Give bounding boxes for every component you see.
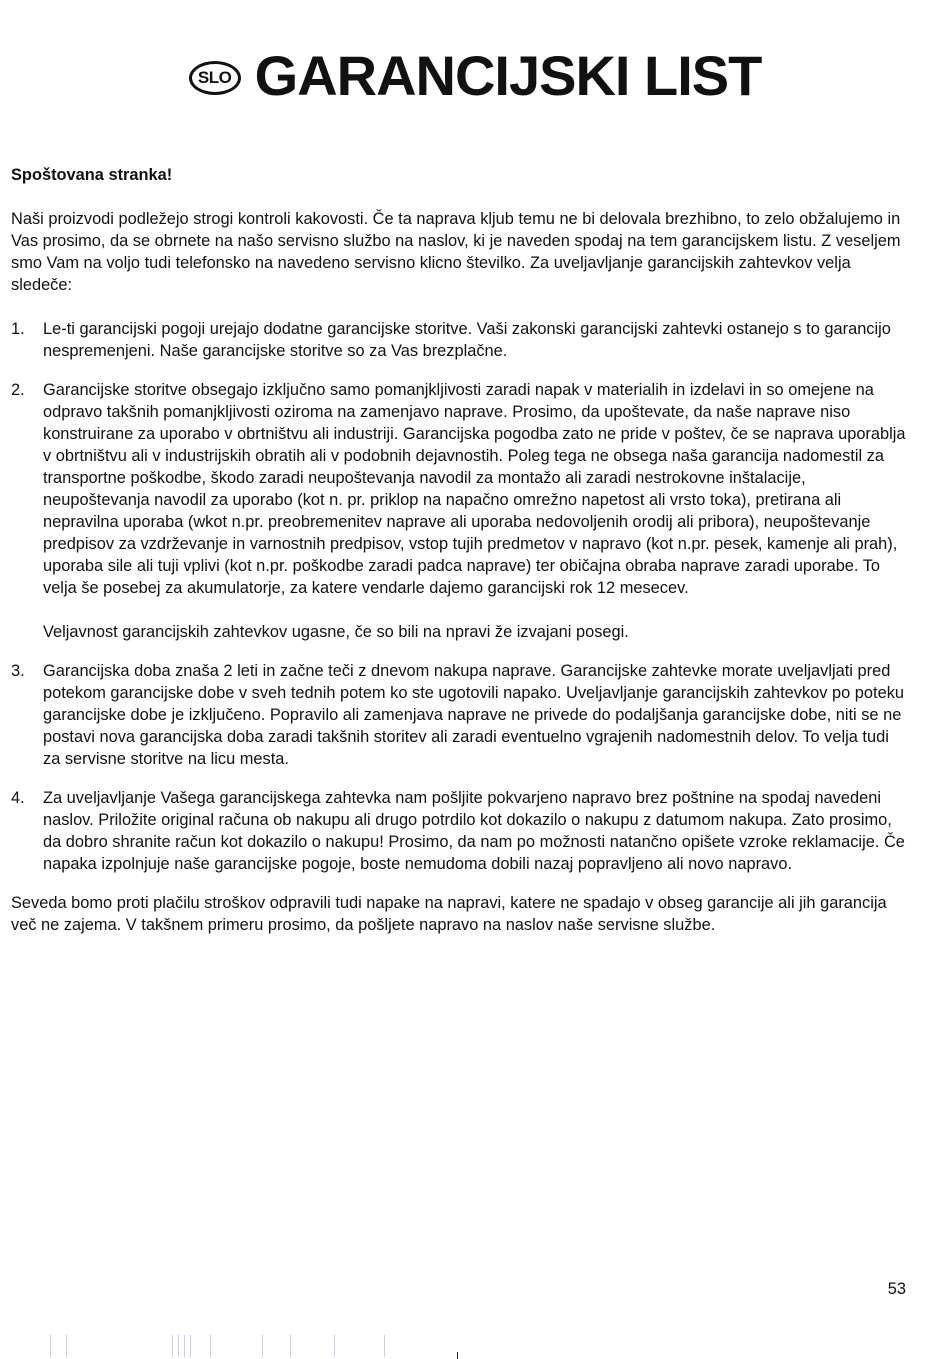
document-body — [11, 164, 906, 936]
list-item — [11, 318, 906, 362]
print-mark — [334, 1335, 335, 1357]
list-item-number: 1. — [11, 320, 25, 338]
list-item — [11, 660, 906, 770]
print-mark — [262, 1335, 263, 1357]
list-item-text: Garancijska doba znaša 2 leti in začne teči z dnevom nakupa naprave. Garancijske zahtevke morate uveljavljati pred potekom garancijske dobe v sveh tednih potem ko ste ugotovili napako. Uveljavljanje garancijskih zahtevkov po poteku garancijske dobe je izključeno. Popravilo ali zamenjava naprave ne privede do podaljšanja garancijske dobe, niti se ne postavi nova garancijska doba zaradi takšnih storitev ali zaradi eventuelno vgrajenih nadomestnih delov. To velja tudi za servisne storitve na licu mesta. — [43, 662, 905, 768]
list-item-number: 2. — [11, 381, 25, 399]
print-mark — [66, 1335, 67, 1357]
list-item-text: Za uveljavljanje Vašega garancijskega zahtevka nam pošljite pokvarjeno napravo brez poštnine na spodaj navedeni naslov. Priložite original računa ob nakupu ali drugo potrdilo kot dokazilo o nakupu z datumom nakupa. Zato prosimo, da dobro shranite račun kot dokazilo o nakupu! Prosimo, da nam po možnosti natančno opišete vzroke reklamacije. Če napaka izpolnjuje naše garancijske pogoje, boste nemudoma dobili nazaj popravljeno ali novo napravo. — [43, 789, 905, 873]
print-mark — [178, 1335, 179, 1357]
intro-paragraph: Naši proizvodi podležejo strogi kontroli kakovosti. Če ta naprava kljub temu ne bi delovala brezhibno, to zelo obžalujemo in Vas prosimo, da se obrnete na našo servisno službo na naslov, ki je naveden spodaj na tem garancijskem listu. Z veseljem smo Vam na voljo tudi telefonsko na navedeno servisno klicno številko. Za uveljavljanje garancijskih zahtevkov velja sledeče: — [11, 210, 901, 294]
print-mark — [210, 1335, 211, 1357]
page-title: GARANCIJSKI LIST — [254, 44, 762, 107]
print-mark — [50, 1335, 51, 1357]
crop-mark — [457, 1352, 458, 1359]
page-number: 53 — [887, 1280, 906, 1298]
list-item-number: 3. — [11, 662, 25, 680]
list-item-number: 4. — [11, 789, 25, 807]
greeting: Spoštovana stranka! — [11, 166, 173, 184]
closing-paragraph: Seveda bomo proti plačilu stroškov odpravili tudi napake na napravi, katere ne spadajo v obseg garancije ali jih garancija več ne zajema. V takšnem primeru prosimo, da pošljete napravo na naslov naše servisne službe. — [11, 894, 887, 934]
print-mark — [384, 1335, 385, 1357]
list-item-note: Veljavnost garancijskih zahtevkov ugasne, če so bili na npravi že izvajani posegi. — [43, 623, 629, 641]
print-mark — [290, 1335, 291, 1357]
page-header — [0, 44, 950, 107]
list-item — [11, 379, 906, 643]
list-item-text: Le-ti garancijski pogoji urejajo dodatne garancijske storitve. Vaši zakonski garancijski zahtevki ostanejo s to garancijo nespremenjeni. Naše garancijske storitve so za Vas brezplačne. — [43, 320, 891, 360]
list-item — [11, 787, 906, 875]
print-mark — [172, 1335, 173, 1357]
list-item-text: Garancijske storitve obsegajo izključno samo pomanjkljivosti zaradi napak v materialih in izdelavi in so omejene na odpravo takšnih pomanjkljivosti oziroma na zamenjavo naprave. Prosimo, da upoštevate, da naše naprave niso konstruirane za uporabo v obrtništvu ali industriji. Garancijska pogodba zato ne pride v poštev, če se naprava uporablja v obrtništvu ali v industrijskih obratih ali v podobnih dejavnostih. Poleg tega ne obsega naša garancija nadomestil za transportne poškodbe, škodo zaradi neupoštevanja navodil za montažo ali zaradi nestrokovne inštalacije, neupoštevanja navodil za uporabo (kot n. pr. priklop na napačno omrežno napetost ali vrsto toka), pretirana ali nepravilna uporaba (wkot n.pr. preobremenitev naprave ali uporaba nedovoljenih orodij ali pribora), neupoštevanje predpisov za vzdrževanje in varnostnih predpisov, vstop tujih predmetov v napravo (kot n.pr. pesek, kamenje ali prah), uporaba sile ali tuji vplivi (kot n.pr. poškodbe zaradi padca naprave) ter običajna obraba naprave zaradi uporabe. To velja še posebej za akumulatorje, za katere vendarle dajemo garancijski rok 12 mesecev. — [43, 381, 906, 597]
print-mark — [184, 1335, 185, 1357]
print-mark — [190, 1335, 191, 1357]
language-badge: SLO — [189, 61, 241, 95]
footer-print-marks — [50, 1335, 470, 1359]
